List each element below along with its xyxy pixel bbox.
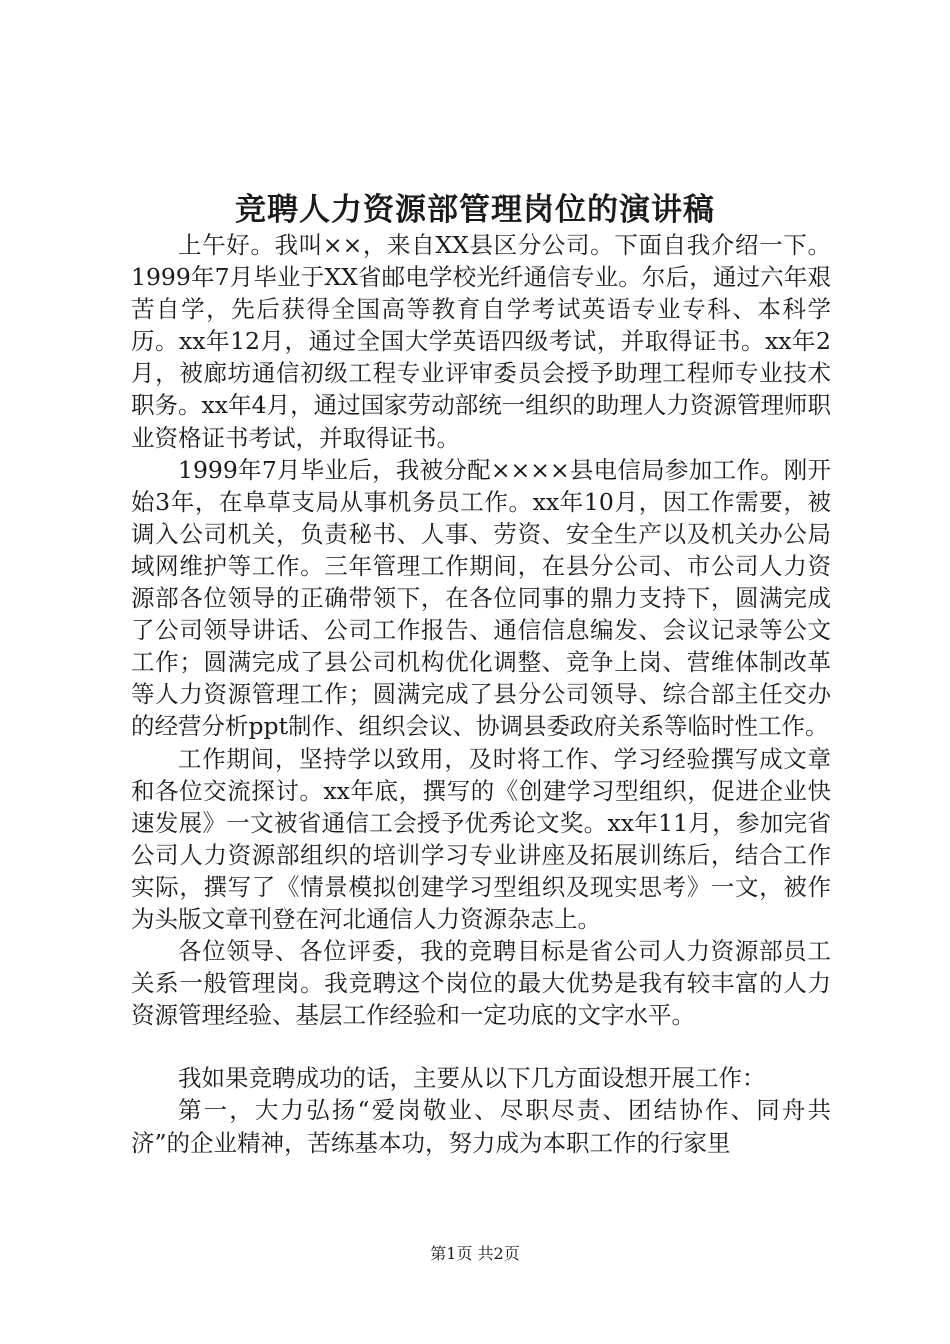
paragraph-achievements: 工作期间，坚持学以致用，及时将工作、学习经验撰写成文章和各位交流探讨。xx年底，撰写的《创建学习型组织，促进企业快速发展》一文被省通信工会授予优秀论文奖。xx年11月，参加完省公司人力资源部组织的培训学习专业讲座及拓展训练后，结合工作实际，撰写了《情景模拟创建学习型组织及现实思考》一文，被作为头版文章刊登在河北通信人力资源杂志上。 xyxy=(131,744,831,933)
paragraph-target-position: 各位领导、各位评委，我的竞聘目标是省公司人力资源部员工关系一般管理岗。我竞聘这个岗位的最大优势是我有较丰富的人力资源管理经验、基层工作经验和一定功底的文字水平。 xyxy=(131,937,831,1030)
paragraph-self-introduction: 上午好。我叫××，来自XX县区分公司。下面自我介绍一下。1999年7月毕业于XX省邮电学校光纤通信专业。尔后，通过六年艰苦自学，先后获得全国高等教育自学考试英语专业专科、本科学历。xx年12月，通过全国大学英语四级考试，并取得证书。xx年2月，被廊坊通信初级工程专业评审委员会授予助理工程师专业技术职务。xx年4月，通过国家劳动部统一组织的助理人力资源管理师职业资格证书考试，并取得证书。 xyxy=(131,231,831,452)
paragraph-plan-first: 第一，大力弘扬“爱岗敬业、尽职尽责、团结协作、同舟共济”的企业精神，苦练基本功，努力成为本职工作的行家里 xyxy=(131,1096,831,1157)
paragraph-work-plan-intro: 我如果竞聘成功的话，主要从以下几方面设想开展工作： xyxy=(178,1064,766,1093)
page-number-footer: 第1页 共2页 xyxy=(430,1244,520,1263)
document-body xyxy=(131,229,831,1159)
document-title: 竞聘人力资源部管理岗位的演讲稿 xyxy=(235,192,715,228)
paragraph-work-experience: 1999年7月毕业后，我被分配××××县电信局参加工作。刚开始3年，在阜草支局从事机务员工作。xx年10月，因工作需要，被调入公司机关，负责秘书、人事、劳资、安全生产以及机关办公局域网维护等工作。三年管理工作期间，在县分公司、市公司人力资源部各位领导的正确带领下，在各位同事的鼎力支持下，圆满完成了公司领导讲话、公司工作报告、通信信息编发、会议记录等公文工作；圆满完成了县公司机构优化调整、竞争上岗、营维体制改革等人力资源管理工作；圆满完成了县分公司领导、综合部主任交办的经营分析ppt制作、组织会议、协调县委政府关系等临时性工作。 xyxy=(131,455,831,741)
